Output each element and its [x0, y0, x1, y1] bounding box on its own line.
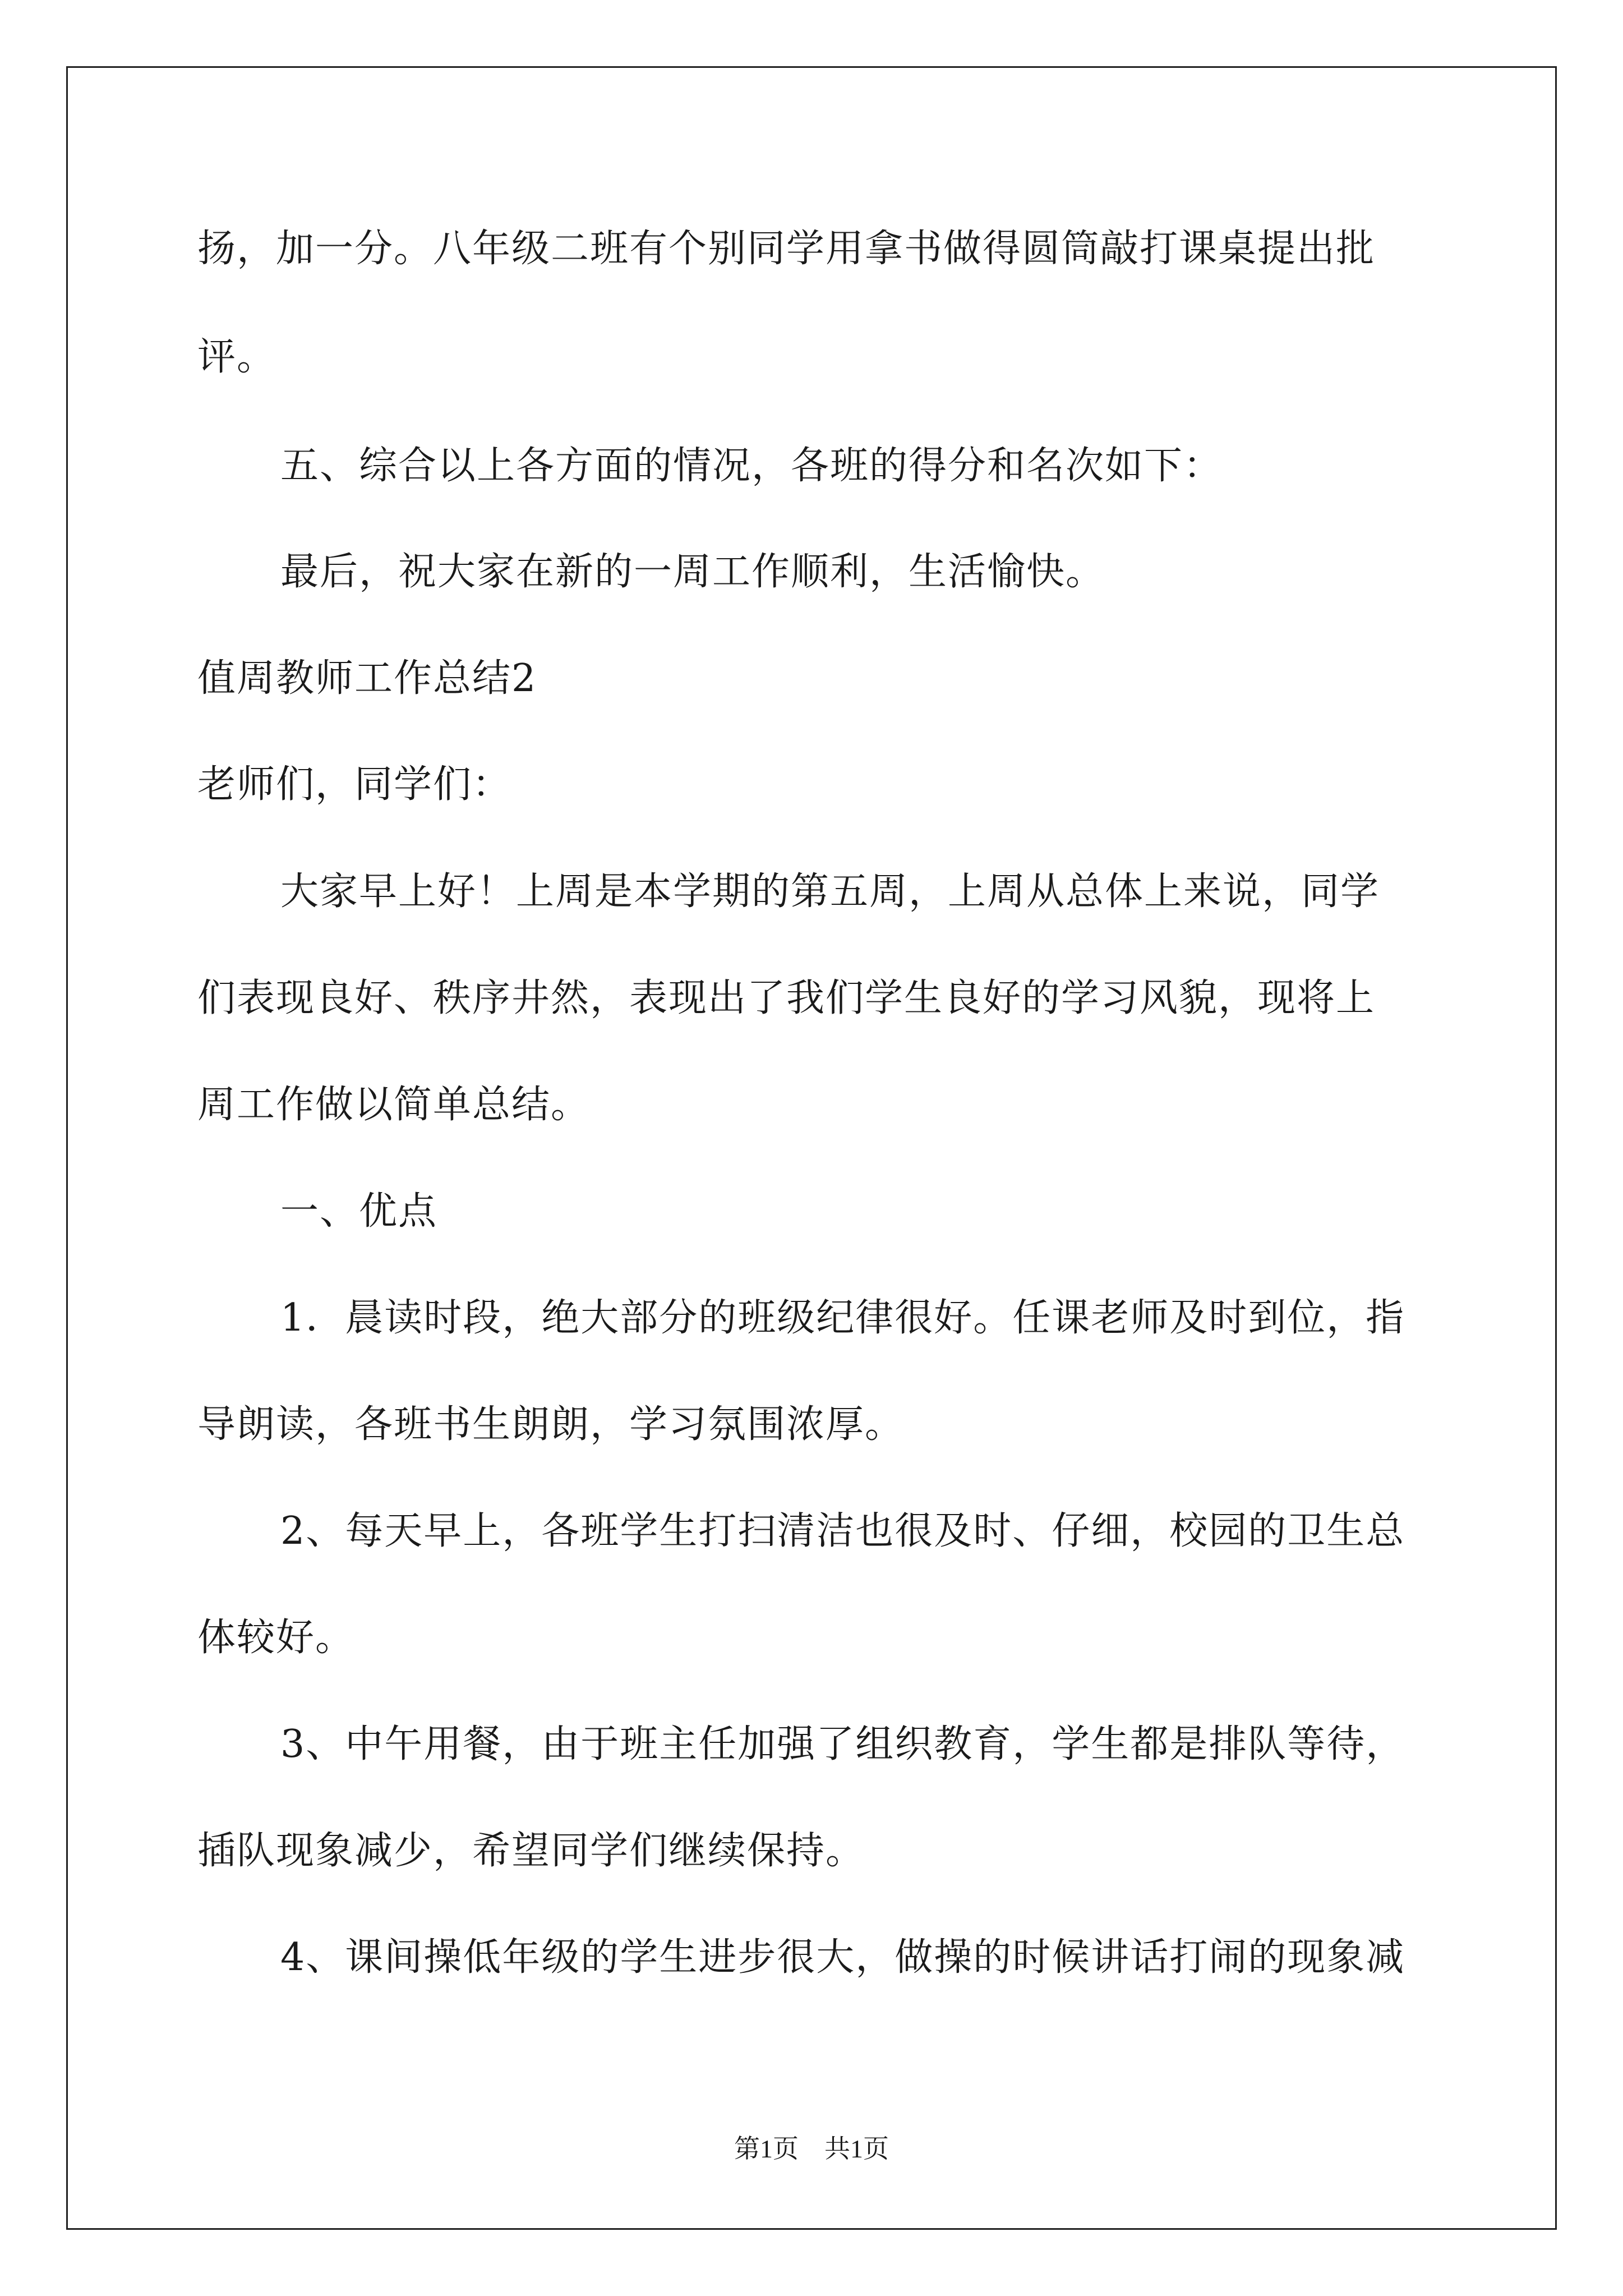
subheading: 一、优点	[280, 1189, 438, 1234]
section-heading: 值周教师工作总结2	[197, 656, 537, 701]
paragraph-line: 体较好。	[197, 1616, 355, 1660]
paragraph-line: 1．晨读时段，绝大部分的班级纪律很好。任课老师及时到位，指	[280, 1296, 1405, 1340]
paragraph-line: 2、每天早上，各班学生打扫清洁也很及时、仔细，校园的卫生总	[280, 1509, 1405, 1553]
paragraph-line: 们表现良好、秩序井然，表现出了我们学生良好的学习风貌，现将上	[197, 976, 1376, 1020]
paragraph-line: 插队现象减少，希望同学们继续保持。	[197, 1829, 865, 1873]
page-footer: 第1页 共1页	[734, 2134, 889, 2163]
paragraph-line: 大家早上好！上周是本学期的第五周，上周从总体上来说，同学	[280, 869, 1380, 914]
paragraph-line: 最后，祝大家在新的一周工作顺利，生活愉快。	[280, 550, 1105, 594]
paragraph-line: 4、课间操低年级的学生进步很大，做操的时候讲话打闹的现象减	[280, 1935, 1405, 1980]
salutation: 老师们，同学们：	[197, 762, 512, 807]
paragraph-line: 五、综合以上各方面的情况，各班的得分和名次如下：	[280, 444, 1223, 488]
paragraph-line: 导朗读，各班书生朗朗，学习氛围浓厚。	[197, 1402, 905, 1447]
paragraph-line: 周工作做以简单总结。	[197, 1083, 591, 1127]
paragraph-line: 评。	[197, 335, 276, 379]
paragraph-line: 3、中午用餐，由于班主任加强了组织教育，学生都是排队等待，	[280, 1722, 1405, 1766]
page-border	[66, 66, 1557, 2230]
paragraph-line: 扬，加一分。八年级二班有个别同学用拿书做得圆筒敲打课桌提出批	[197, 227, 1376, 271]
